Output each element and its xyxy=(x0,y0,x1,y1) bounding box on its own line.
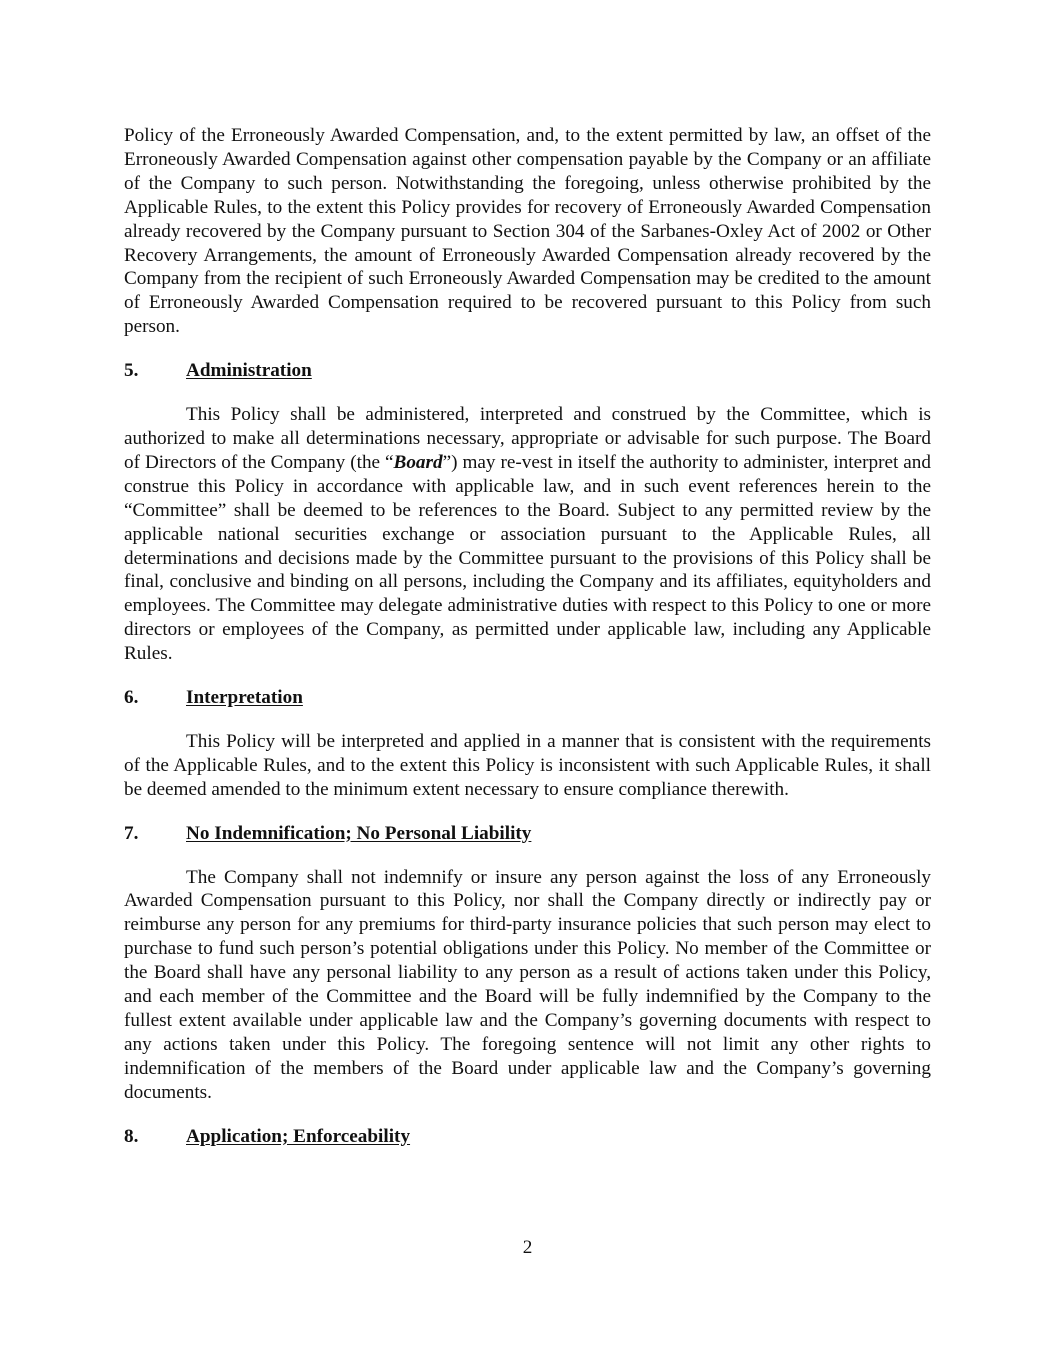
opening-paragraph: Policy of the Erroneously Awarded Compensation, and, to the extent permitted by law, an offset of the Erroneously Awarded Compensation against other compensation payable by the Company or an affiliate of the Company to such person. Notwithstanding the foregoing, unless otherwise prohibited by the Applicable Rules, to the extent this Policy provides for recovery of Erroneously Awarded Compensation already recovered by the Company pursuant to Section 304 of the Sarbanes-Oxley Act of 2002 or Other Recovery Arrangements, the amount of Erroneously Awarded Compensation already recovered by the Company from the recipient of such Erroneously Awarded Compensation may be credited to the amount of Erroneously Awarded Compensation required to be recovered pursuant to this Policy from such person. xyxy=(124,125,931,338)
section-title: Administration xyxy=(186,360,312,382)
section-title: No Indemnification; No Personal Liability xyxy=(186,822,532,844)
section-number: 7. xyxy=(124,822,139,844)
defined-term-board: Board xyxy=(393,451,443,473)
section-title: Application; Enforceability xyxy=(186,1125,411,1147)
section-title: Interpretation xyxy=(186,687,303,709)
section-heading-no-indemnification xyxy=(124,822,931,846)
administration-paragraph xyxy=(124,403,931,666)
page-number: 2 xyxy=(522,1237,533,1258)
section-number: 5. xyxy=(124,360,139,382)
administration-text-after: ”) may re-vest in itself the authority to administer, interpret and construe this Policy in accordance with applicable law, and in such event references herein to the “Committee” shall be deemed to be references to the Board. Subject to any permitted review by the applicable national securities exchange or association pursuant to the Applicable Rules, all determinations and decisions made by the Committee pursuant to the provisions of this Policy shall be final, conclusive and binding on all persons, including the Company and its affiliates, equityholders and employees. The Committee may delegate administrative duties with respect to this Policy to one or more directors or employees of the Company, as permitted under applicable law, including any Applicable Rules. xyxy=(124,451,931,665)
interpretation-paragraph: This Policy will be interpreted and applied in a manner that is consistent with the requirements of the Applicable Rules, and to the extent this Policy is inconsistent with such Applicable Rules, it shall be deemed amended to the minimum extent necessary to ensure compliance therewith. xyxy=(124,730,931,800)
no-indemnification-paragraph: The Company shall not indemnify or insure any person against the loss of any Erroneously Awarded Compensation pursuant to this Policy, nor shall the Company directly or indirectly pay or reimburse any person for any premiums for third-party insurance policies that such person may elect to purchase to fund such person’s potential obligations under this Policy. No member of the Committee or the Board shall have any personal liability to any person as a result of actions taken under this Policy, and each member of the Committee and the Board will be fully indemnified by the Company to the fullest extent available under applicable law and the Company’s governing documents with respect to any actions taken under this Policy. The foregoing sentence will not limit any other rights to indemnification of the members of the Board under applicable law and the Company’s governing documents. xyxy=(124,866,931,1103)
document-page xyxy=(124,124,931,1149)
section-number: 8. xyxy=(124,1125,139,1147)
section-heading-administration xyxy=(124,359,931,383)
section-heading-interpretation xyxy=(124,686,931,710)
section-number: 6. xyxy=(124,687,139,709)
section-heading-application xyxy=(124,1125,931,1149)
administration-text-before: This Policy shall be administered, interpreted and construed by the Committee, which is authorized to make all determinations necessary, appropriate or advisable for such purpose. The Board of Directors of the Company (the “ xyxy=(124,404,931,473)
